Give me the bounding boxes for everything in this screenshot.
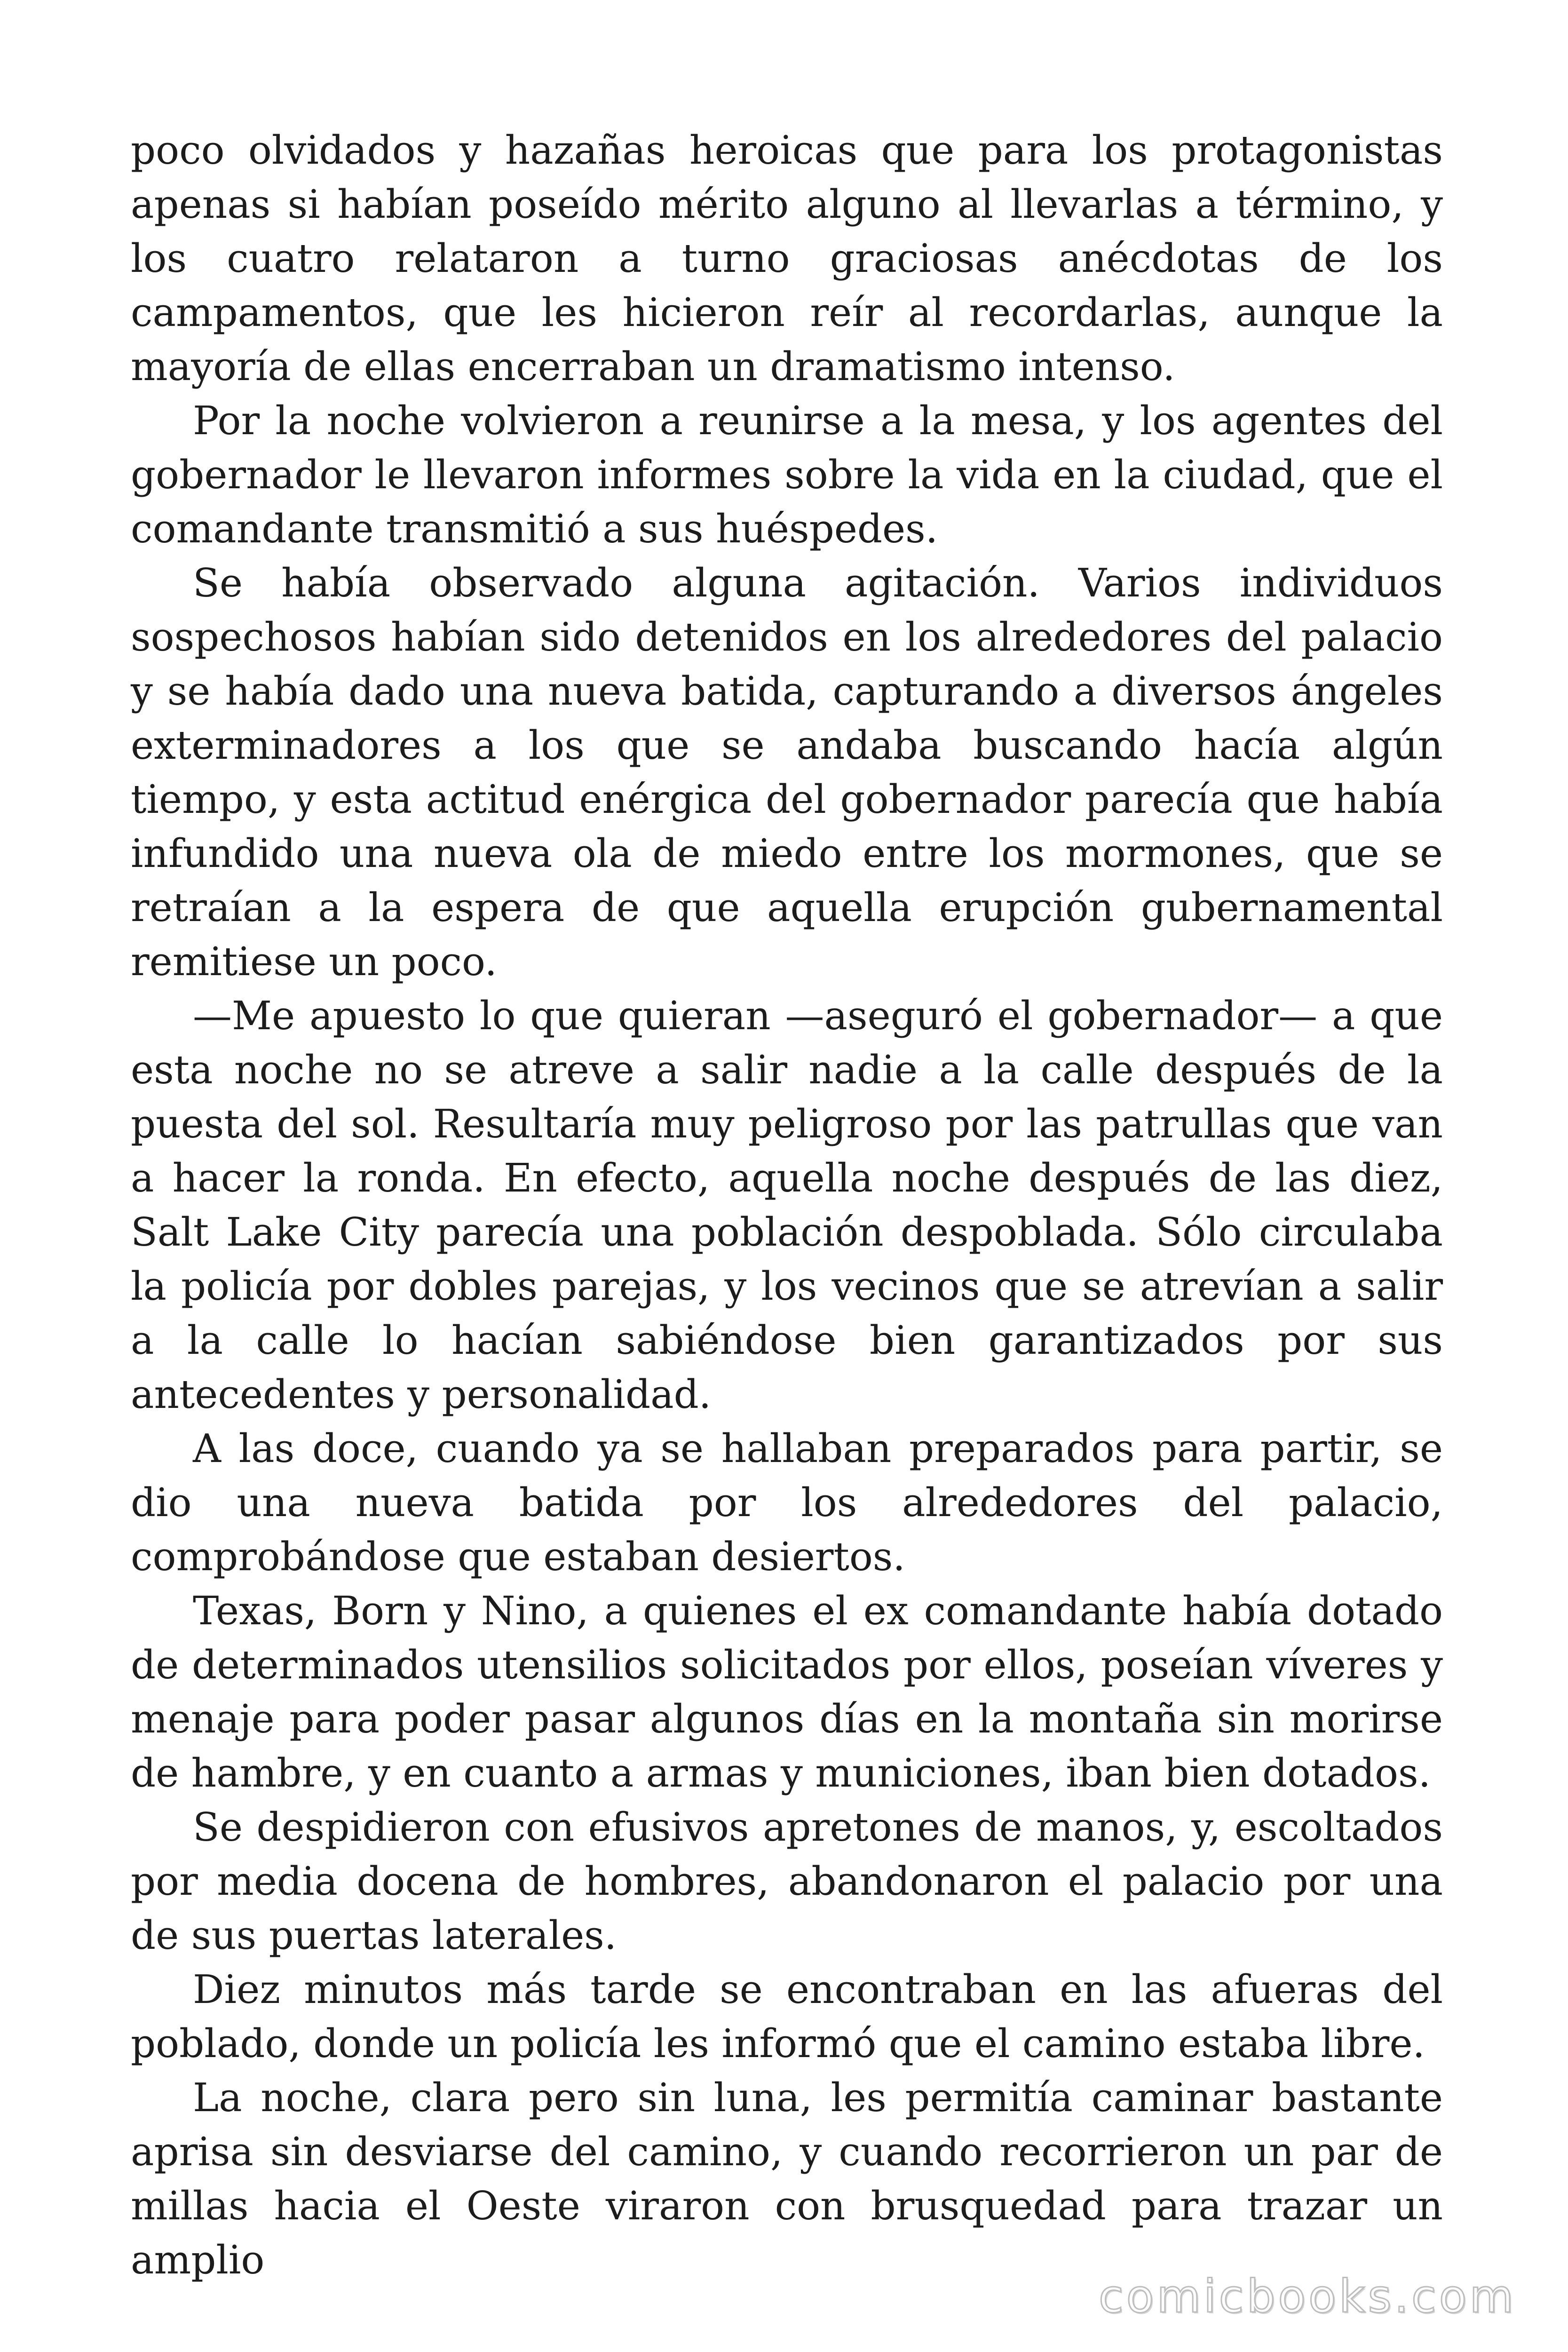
paragraph-4: —Me apuesto lo que quieran —aseguró el gobernador— a que esta noche no se atreve a salir nadie a la calle después de la puesta del sol. Resultaría muy peligroso por las patrullas que van a hacer la ronda. En efecto, aquella noche después de las diez, Salt Lake City parecía una población despoblada. Sólo circulaba la policía por dobles parejas, y los vecinos que se atrevían a salir a la calle lo hacían sabiéndose bien garantizados por sus antecedentes y personalidad. bbox=[131, 993, 1443, 1417]
paragraph-8: Diez minutos más tarde se encontraban en las afueras del poblado, donde un policía les informó que el camino estaba libre. bbox=[131, 1967, 1443, 2066]
paragraph-3: Se había observado alguna agitación. Varios individuos sospechosos habían sido detenidos en los alrededores del palacio y se había dado una nueva batida, capturando a diversos ángeles exterminadores a los que se andaba buscando hacía algún tiempo, y esta actitud enérgica del gobernador parecía que había infundido una nueva ola de miedo entre los mormones, que se retraían a la espera de que aquella erupción gubernamental remitiese un poco. bbox=[131, 560, 1443, 985]
paragraph-5: A las doce, cuando ya se hallaban preparados para partir, se dio una nueva batida por los alrededores del palacio, comprobándose que estaban desiertos. bbox=[131, 1426, 1443, 1580]
paragraph-2: Por la noche volvieron a reunirse a la mesa, y los agentes del gobernador le llevaron informes sobre la vida en la ciudad, que el comandante transmitió a sus huéspedes. bbox=[131, 398, 1443, 552]
page-body-text bbox=[131, 123, 1443, 2287]
paragraph-6: Texas, Born y Nino, a quienes el ex comandante había dotado de determinados utensilios solicitados por ellos, poseían víveres y menaje para poder pasar algunos días en la montaña sin morirse de hambre, y en cuanto a armas y municiones, iban bien dotados. bbox=[131, 1588, 1443, 1796]
watermark: comicbooks.com bbox=[1098, 2270, 1516, 2323]
paragraph-7: Se despidieron con efusivos apretones de manos, y, escoltados por media docena de hombres, abandonaron el palacio por una de sus puertas laterales. bbox=[131, 1804, 1443, 1958]
paragraph-1: poco olvidados y hazañas heroicas que para los protagonistas apenas si habían poseído mérito alguno al llevarlas a término, y los cuatro relataron a turno graciosas anécdotas de los campamentos, que les hicieron reír al recordarlas, aunque la mayoría de ellas encerraban un dramatismo intenso. bbox=[131, 127, 1443, 389]
paragraph-9: La noche, clara pero sin luna, les permitía caminar bastante aprisa sin desviarse del camino, y cuando recorrieron un par de millas hacia el Oeste viraron con brusquedad para trazar un amplio bbox=[131, 2075, 1443, 2283]
